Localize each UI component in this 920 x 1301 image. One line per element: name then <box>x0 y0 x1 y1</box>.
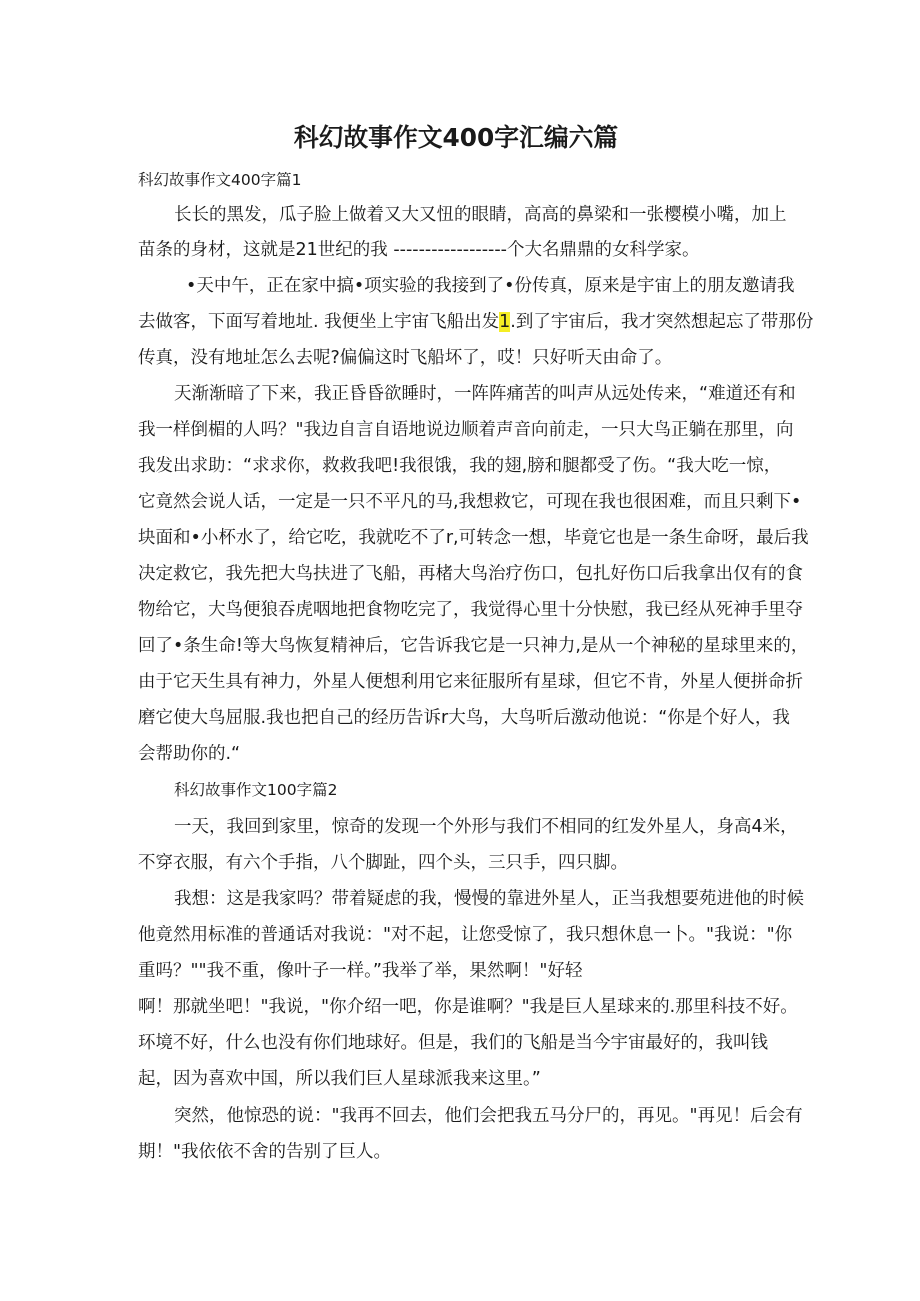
paragraph-line: 起，因为喜欢中国，所以我们巨人星球派我来这里。” <box>138 1069 541 1089</box>
paragraph-line: 啊！那就坐吧！"我说，"你介绍一吧，你是谁啊？"我是巨人星球来的.那里科技不好。 <box>138 997 798 1017</box>
paragraph-text: 去做客，下面写着地址. 我便坐上宇宙飞船出发 <box>138 312 500 332</box>
paragraph-line: 磨它使大鸟屈服.我也把自己的经历告诉r大鸟，大鸟听后激动他说：“你是个好人，我 <box>138 708 790 728</box>
paragraph-line: 回了•条生命!等大鸟恢复精神后，它告诉我它是一只神力,是从一个神秘的星球里来的， <box>138 636 809 656</box>
paragraph-line: 长长的黑发，瓜子脸上做着又大又忸的眼睛，高高的鼻梁和一张樱模小嘴，加上 <box>174 205 787 225</box>
highlighted-mark: 1 <box>499 312 511 332</box>
document-title: 科幻故事作文400字汇编六篇 <box>293 123 619 152</box>
paragraph-line: 块面和•小杯水了，给它吃，我就吃不了r,可转念一想，毕竟它也是一条生命呀，最后我 <box>138 528 809 548</box>
paragraph-line: 它竟然会说人话，一定是一只不平凡的马,我想救它，可现在我也很困难，而且只剩下• <box>138 492 802 512</box>
section-2-heading: 科幻故事作文100字篇2 <box>174 781 338 799</box>
paragraph-line: 期！"我依依不舍的告别了巨人。 <box>138 1142 392 1162</box>
paragraph-line: 天渐渐暗了下来，我正昏昏欲睡时，一阵阵痛苦的叫声从远处传来，“难道还有和 <box>174 384 796 404</box>
paragraph-line: 会帮助你的.“ <box>138 744 241 764</box>
paragraph-line: 突然，他惊恐的说："我再不回去，他们会把我五马分尸的，再见。"再见！后会有 <box>174 1106 803 1126</box>
paragraph-line: 一天，我回到家里，惊奇的发现一个外形与我们不相同的红发外星人，身高4米， <box>174 817 798 837</box>
paragraph-line: 不穿衣服，有六个手指，八个脚趾，四个头，三只手，四只脚。 <box>138 853 628 873</box>
paragraph-line: 我发出求助：“求求你，救救我吧!我很饿，我的翅,膀和腿都受了伤。“我大吃一惊， <box>138 456 782 476</box>
paragraph-line: 苗条的身材，这就是21世纪的我 ------------------个大名鼎鼎的女科学家。 <box>138 240 700 260</box>
paragraph-line: 由于它天生具有神力，外星人便想利用它来征服所有星球，但它不肯，外星人便拼命折 <box>138 672 803 692</box>
paragraph-line: •天中午，正在家中搞•项实验的我接到了•份传真，原来是宇宙上的朋友邀请我 <box>186 276 795 296</box>
paragraph-line: 我一样倒楣的人吗？"我边自言自语地说边顺着声音向前走，一只大鸟正躺在那里，向 <box>138 420 794 440</box>
paragraph-line: 决定救它，我先把大鸟扶进了飞船，再楮大鸟治疗伤口，包扎好伤口后我拿出仅有的食 <box>138 564 803 584</box>
paragraph-line <box>138 310 813 334</box>
paragraph-line: 他竟然用标准的普通话对我说："对不起，让您受惊了，我只想休息一卜。"我说："你 <box>138 925 793 945</box>
paragraph-line: 物给它，大鸟便狼吞虎咽地把食物吃完了，我觉得心里十分快慰，我已经从死神手里夺 <box>138 600 803 620</box>
paragraph-line: 环境不好，什么也没有你们地球好。但是，我们的飞船是当今宇宙最好的，我叫钱 <box>138 1033 768 1053</box>
paragraph-text: .到了宇宙后，我才突然想起忘了带那份 <box>510 312 814 332</box>
paragraph-line: 我想：这是我家吗？带着疑虑的我，慢慢的靠进外星人，正当我想要苑进他的时候 <box>174 889 804 909</box>
paragraph-line: 传真，没有地址怎么去呢?偏偏这时飞船坏了，哎！只好听天由命了。 <box>138 348 673 368</box>
paragraph-line: 重吗？""我不重，像叶子一样。”我举了举，果然啊！"好轻 <box>138 961 583 981</box>
section-1-heading: 科幻故事作文400字篇1 <box>138 171 302 189</box>
